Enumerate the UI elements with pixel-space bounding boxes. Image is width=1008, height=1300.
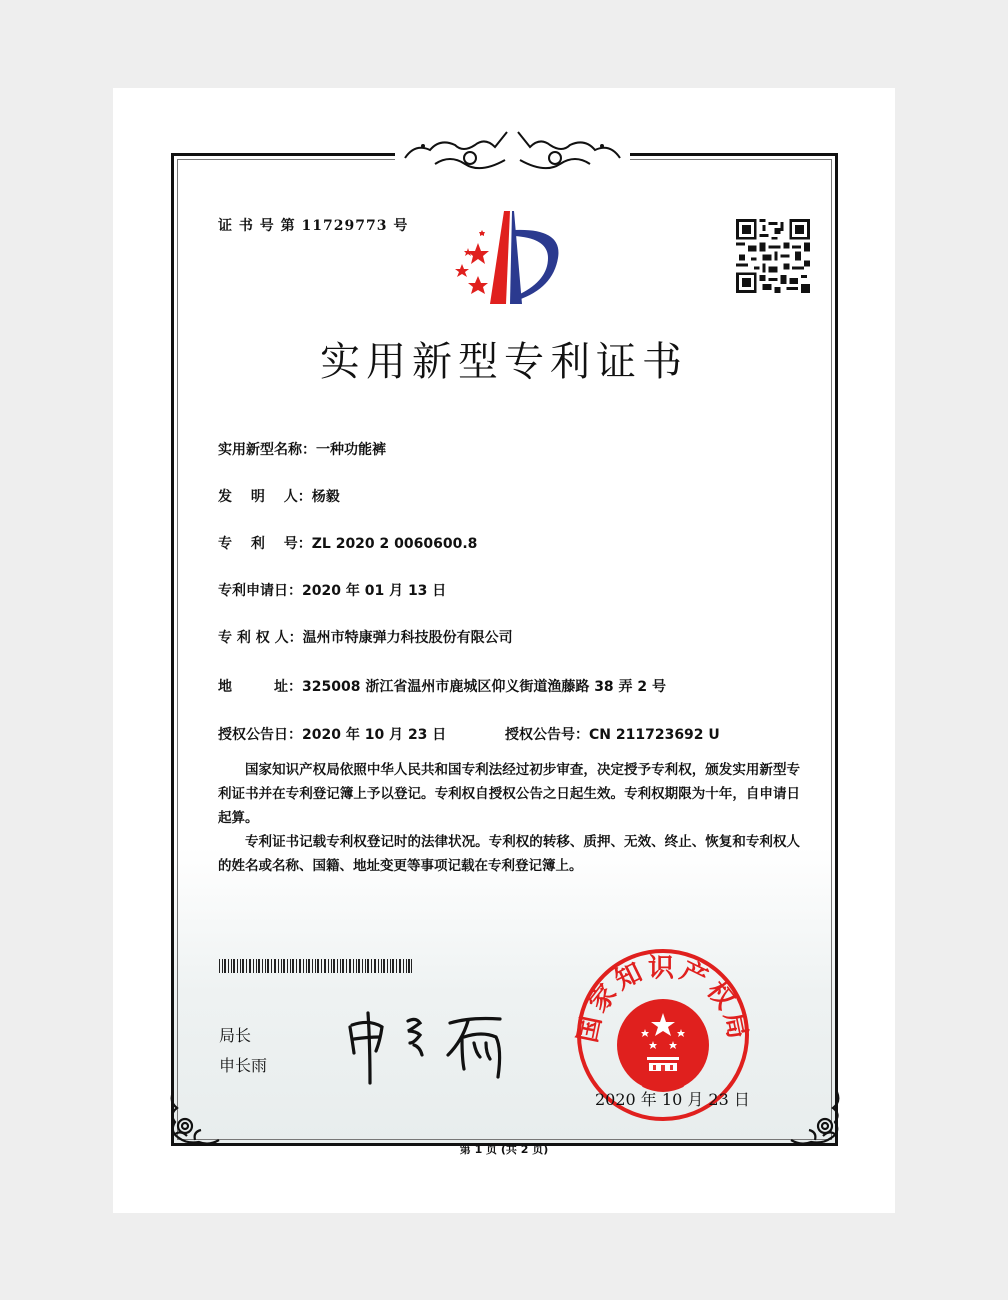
dragon-ornament-icon: [395, 128, 630, 173]
field-value: 温州市特康弹力科技股份有限公司: [302, 630, 513, 646]
field-label: 地 址：: [218, 679, 302, 695]
signature: [340, 1005, 520, 1090]
seal-date: 2020 年 10 月 23 日: [595, 1090, 750, 1109]
field-address: [218, 676, 666, 696]
field-label: 授权公告号：: [505, 727, 589, 743]
field-grant-date: [218, 724, 446, 744]
field-value: 325008 浙江省温州市鹿城区仰义街道渔藤路 38 弄 2 号: [302, 679, 667, 695]
patent-office-logo-icon: [448, 208, 568, 308]
field-value: CN 211723692 U: [589, 727, 720, 743]
legal-paragraph-1: 国家知识产权局依照中华人民共和国专利法经过初步审查，决定授予专利权，颁发实用新型专利证书并在专利登记簿上予以登记。专利权自授权公告之日起生效。专利权期限为十年，自申请日起算。: [218, 762, 800, 826]
svg-text:国家知识产权局: 国家知识产权局: [573, 953, 753, 1046]
field-label: 实用新型名称：: [218, 442, 316, 458]
certificate-number: [218, 215, 408, 235]
certificate-number-label: 证 书 号 第: [218, 218, 296, 234]
field-value: ZL 2020 2 0060600.8: [311, 536, 478, 552]
certificate-title: 实用新型专利证书: [320, 339, 688, 385]
certificate-number-value: 11729773: [301, 218, 388, 234]
qr-code: [736, 217, 810, 295]
field-value: 一种功能裤: [316, 442, 386, 458]
field-label: 授权公告日：: [218, 727, 302, 743]
legal-paragraph-2: 专利证书记载专利权登记时的法律状况。专利权的转移、质押、无效、终止、恢复和专利权人的姓名或名称、国籍、地址变更等事项记载在专利登记簿上。: [218, 834, 800, 874]
page-number: 第 1 页 (共 2 页): [459, 1143, 549, 1156]
field-label: 专 利 号：: [218, 536, 312, 552]
field-value: 2020 年 10 月 23 日: [302, 727, 447, 743]
director-title: 局长: [219, 1026, 252, 1045]
field-value: 杨毅: [311, 489, 340, 505]
field-label: 专 利 权 人：: [218, 630, 303, 646]
field-inventor: [218, 486, 340, 506]
certificate-number-suffix: 号: [393, 218, 409, 234]
field-announcement-number: [505, 724, 720, 744]
field-patentee: [218, 627, 513, 647]
field-label: 专利申请日：: [218, 583, 302, 599]
field-utility-model-name: [218, 439, 386, 459]
field-value: 2020 年 01 月 13 日: [302, 583, 447, 599]
field-patent-number: [218, 533, 477, 553]
field-application-date: [218, 580, 446, 600]
field-label: 发 明 人：: [218, 489, 312, 505]
director-name: 申长雨: [219, 1056, 268, 1075]
barcode: [219, 959, 412, 973]
